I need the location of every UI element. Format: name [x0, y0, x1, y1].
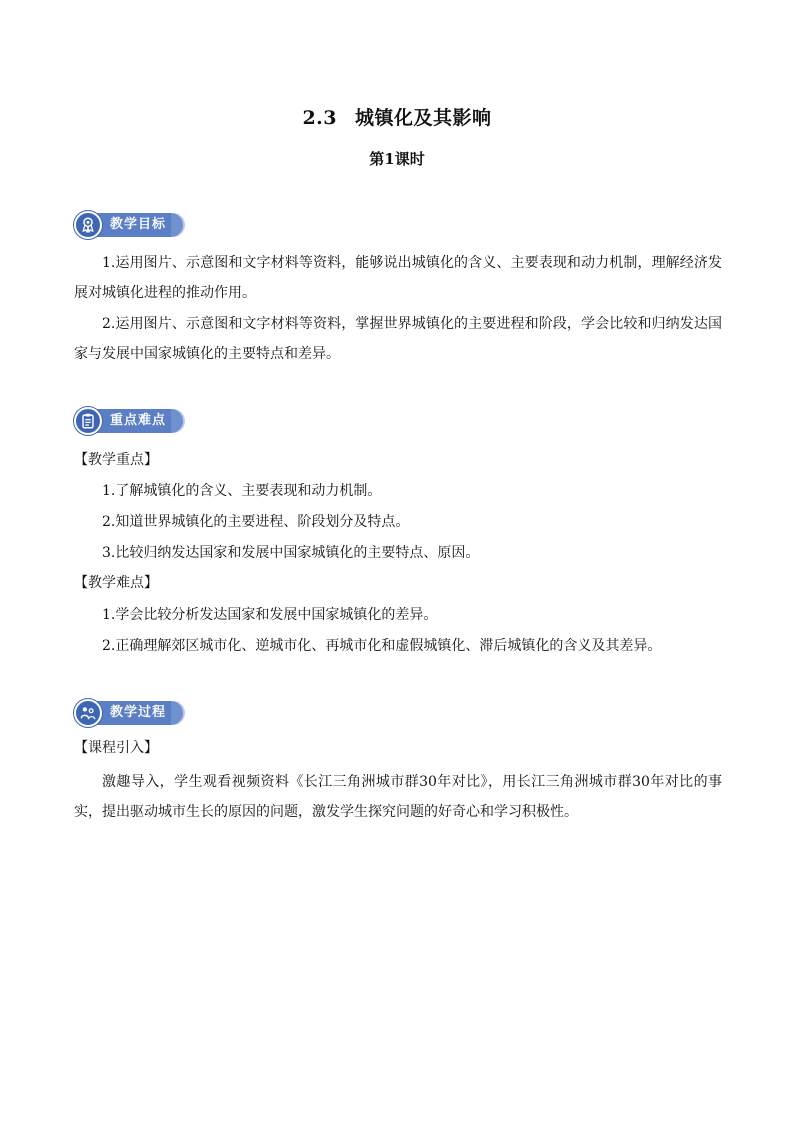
objectives-label: 教学目标: [110, 217, 167, 232]
section-number: 2.3: [302, 107, 338, 129]
difficulty-heading: 【教学难点】: [74, 575, 158, 591]
focus-item-2: 2.知道世界城镇化的主要进程、阶段划分及特点。: [102, 514, 410, 530]
process-label: 教学过程: [110, 705, 167, 720]
intro-paragraph: 激趣导入，学生观看视频资料《长江三角洲城市群30年对比》，用长江三角洲城市群30年对比的事实，提出驱动城市生长的原因的问题，激发学生探究问题的好奇心和学习积极性。: [74, 774, 722, 820]
teaching-icon: [74, 699, 102, 727]
focus-item-1: 1.了解城镇化的含义、主要表现和动力机制。: [102, 483, 382, 499]
title-text: 城镇化及其影响: [355, 107, 492, 129]
difficulty-item-2: 2.正确理解郊区城市化、逆城市化、再城市化和虚假城镇化、滞后城镇化的含义及其差异。: [102, 638, 662, 654]
objective-paragraph-1: 1.运用图片、示意图和文字材料等资料，能够说出城镇化的含义、主要表现和动力机制，理解经济发展对城镇化进程的推动作用。: [74, 255, 722, 301]
difficulty-item-1: 1.学会比较分析发达国家和发展中国家城镇化的差异。: [102, 607, 438, 623]
intro-heading: 【课程引入】: [74, 740, 158, 756]
medal-icon: [74, 211, 102, 239]
objective-paragraph-2: 2.运用图片、示意图和文字材料等资料，掌握世界城镇化的主要进程和阶段，学会比较和归纳发达国家与发展中国家城镇化的主要特点和差异。: [74, 316, 722, 362]
clipboard-icon: [74, 407, 102, 435]
key-points-badge: [74, 407, 185, 435]
process-badge: [74, 699, 185, 727]
focus-heading: 【教学重点】: [74, 452, 158, 468]
objectives-badge: [74, 211, 185, 239]
focus-item-3: 3.比较归纳发达国家和发展中国家城镇化的主要特点、原因。: [102, 545, 480, 561]
page-subtitle: 第1课时: [369, 150, 425, 168]
key-points-label: 重点难点: [110, 413, 167, 428]
page-title: [0, 103, 794, 130]
